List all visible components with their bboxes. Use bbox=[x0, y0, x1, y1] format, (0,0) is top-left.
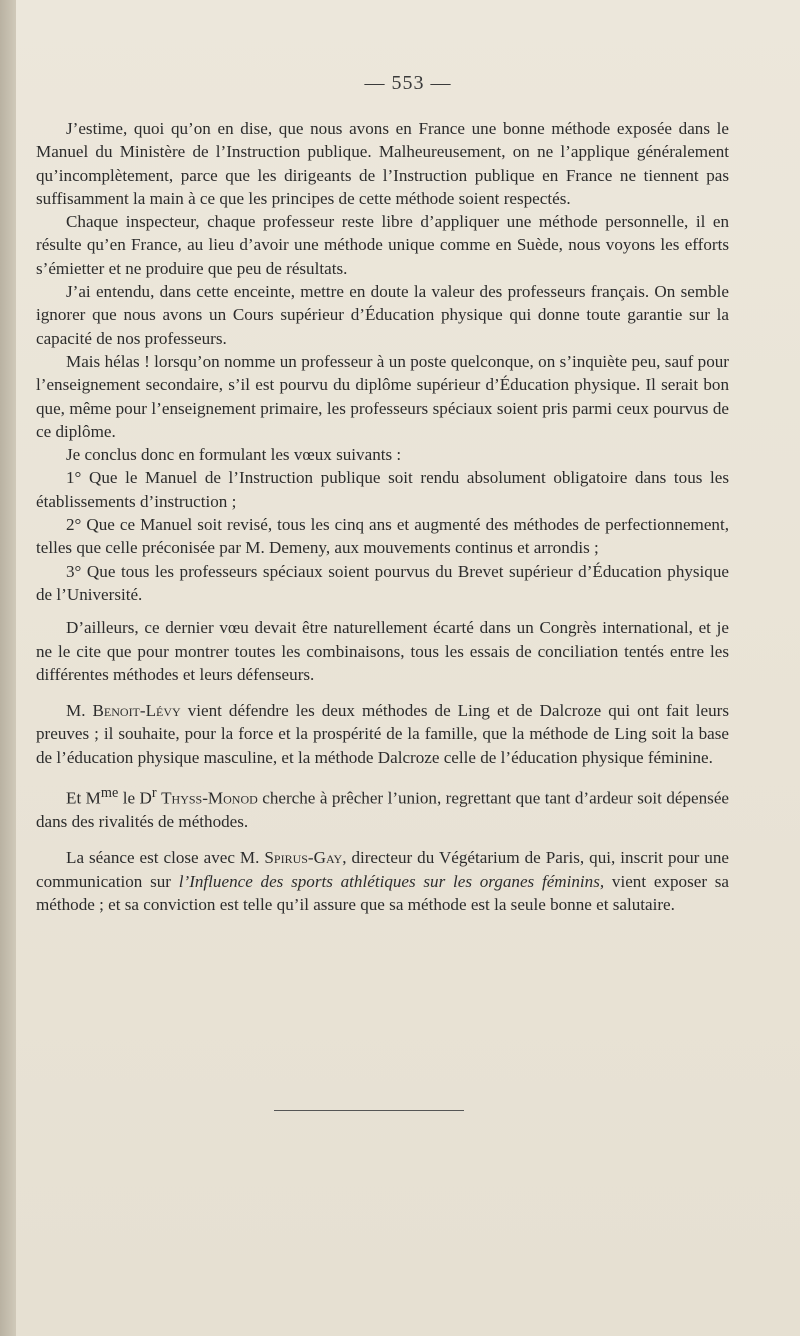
paragraph-seance-close bbox=[36, 846, 729, 916]
voeu-item-1: 1° Que le Manuel de l’Instruction publique soit rendu absolument obligatoire dans tous les établissements d’instruction ; bbox=[36, 468, 729, 511]
voeu-item-2: 2° Que ce Manuel soit revisé, tous les cinq ans et augmenté des méthodes de perfectionnement, telles que celle préconisée par M. Demeny, aux mouvements continus et arrondis ; bbox=[36, 515, 729, 558]
paragraph-ailleurs: D’ailleurs, ce dernier vœu devait être naturellement écarté dans un Congrès international, et je ne le cite que pour montrer toutes les combinaisons, tous les essais de conciliation tentés entre les différentes méthodes et leurs défenseurs. bbox=[36, 618, 729, 684]
seance-mid: , directeur du Végétarium de Paris, qui, inscrit pour une communication sur bbox=[36, 848, 729, 891]
paragraph-entendu: J’ai entendu, dans cette enceinte, mettre en doute la valeur des professeurs français. On semble ignorer que nous avons un Cours supérieur d’Éducation physique qui donne toute garantie sur la capacité de nos professeurs. bbox=[36, 282, 729, 348]
communication-title: l’Influence des sports athlétiques sur les organes féminins, bbox=[178, 871, 605, 891]
seance-body: vient exposer sa méthode ; et sa conviction est telle qu’il assure que sa méthode est la seule bonne et salutaire. bbox=[36, 871, 729, 914]
document-page bbox=[16, 0, 800, 1336]
voeu-item-3: 3° Que tous les professeurs spéciaux soient pourvus du Brevet supérieur d’Éducation physique de l’Université. bbox=[36, 561, 729, 604]
page-number: — 553 — bbox=[364, 72, 452, 94]
benoit-body: vient défendre les deux méthodes de Ling et de Dalcroze qui ont fait leurs preuves ; il souhaite, pour la force et la prospérité de la famille, que la méthode de Ling soit la base de l’éducation physique masculine, et la méthode Dalcroze celle de l’éducation physique féminine. bbox=[36, 701, 729, 767]
paragraph-inspecteur: Chaque inspecteur, chaque professeur reste libre d’appliquer une méthode personnelle, il en résulte qu’en France, au lieu d’avoir une méthode unique comme en Suède, nous voyons les efforts s’émietter et ne produire que peu de résultats. bbox=[36, 212, 729, 278]
seance-prefix: La séance est close avec M. bbox=[66, 848, 265, 868]
thyss-mid: le D bbox=[118, 788, 152, 808]
speaker-thyss-monod: Thyss-Monod bbox=[161, 788, 258, 808]
speaker-benoit-levy: Benoit-Lévy bbox=[92, 701, 181, 721]
thyss-title-sup: me bbox=[100, 785, 119, 802]
thyss-dr-sup: r bbox=[151, 785, 157, 802]
body-text bbox=[36, 117, 729, 916]
paragraph-benoit-levy bbox=[36, 699, 729, 769]
thyss-prefix: Et M bbox=[66, 788, 101, 808]
section-divider bbox=[274, 1110, 464, 1111]
paragraph-helas: Mais hélas ! lorsqu’on nomme un professeur à un poste quelconque, on s’inquiète peu, sauf pour l’enseignement secondaire, s’il est pourvu du diplôme supérieur d’Éducation physique. Il serait bon que, même pour l’enseignement primaire, les professeurs spéciaux soient pris parmi ceux pourvus de ce diplôme. bbox=[36, 351, 729, 441]
paragraph-thyss-monod bbox=[36, 782, 729, 833]
speaker-spirus-gay: Spirus-Gay bbox=[264, 848, 343, 868]
thyss-body: cherche à prêcher l’union, regrettant que tant d’ardeur soit dépensée dans des rivalités de méthodes. bbox=[36, 788, 729, 831]
paragraph-estime: J’estime, quoi qu’on en dise, que nous avons en France une bonne méthode exposée dans le Manuel du Ministère de l’Instruction publique. Malheureusement, on ne l’applique généralement qu’incomplètement, parce que les dirigeants de l’Instruction publique en France ne tiennent pas suffisamment la main à ce que les principes de cette méthode soient respectés. bbox=[36, 119, 729, 208]
scan-edge bbox=[0, 0, 16, 1336]
paragraph-voeux-intro: Je conclus donc en formulant les vœux suivants : bbox=[66, 445, 402, 465]
benoit-prefix: M. bbox=[66, 701, 93, 721]
